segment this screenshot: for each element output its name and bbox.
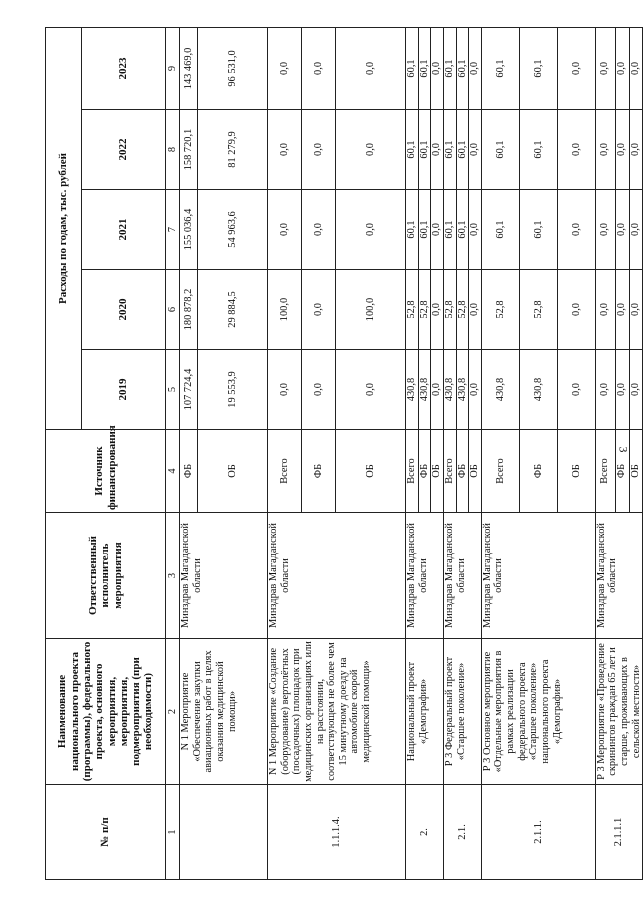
amount-cell: 0,0 <box>336 190 406 270</box>
funding-source: ФБ <box>519 430 557 513</box>
column-index: 3 <box>166 513 180 639</box>
amount-cell: 0,0 <box>615 270 629 350</box>
funding-source: ФБ <box>418 430 431 513</box>
amount-cell: 0,0 <box>615 110 629 190</box>
amount-cell: 0,0 <box>629 270 643 350</box>
column-index: 5 <box>166 350 180 430</box>
funding-source: ФБ <box>615 430 629 513</box>
column-index: 6 <box>166 270 180 350</box>
amount-cell: 60,1 <box>406 110 419 190</box>
amount-cell: 107 724,4 <box>180 350 198 430</box>
row-responsible: Минздрав Магаданской области <box>180 513 268 639</box>
amount-cell: 0,0 <box>302 190 336 270</box>
funding-source: Всего <box>595 430 615 513</box>
row-name: Р 3 Федеральный проект «Старшее поколение» <box>443 639 481 785</box>
amount-cell: 81 279,9 <box>198 110 268 190</box>
header-year: 2023 <box>82 27 166 109</box>
column-index: 2 <box>166 639 180 785</box>
amount-cell: 0,0 <box>615 350 629 430</box>
amount-cell: 0,0 <box>615 190 629 270</box>
amount-cell: 60,1 <box>443 110 456 190</box>
header-year: 2020 <box>82 270 166 350</box>
amount-cell: 60,1 <box>519 110 557 190</box>
amount-cell: 60,1 <box>406 190 419 270</box>
amount-cell: 60,1 <box>456 190 469 270</box>
amount-cell: 0,0 <box>629 110 643 190</box>
funding-source: ФБ <box>456 430 469 513</box>
amount-cell: 0,0 <box>469 190 482 270</box>
row-number: 2.1.1. <box>481 785 595 880</box>
amount-cell: 96 531,0 <box>198 27 268 109</box>
amount-cell: 430,8 <box>519 350 557 430</box>
amount-cell: 52,8 <box>443 270 456 350</box>
table-row <box>406 27 419 879</box>
amount-cell: 430,8 <box>418 350 431 430</box>
header-num: № п/п <box>46 785 166 880</box>
amount-cell: 0,0 <box>557 27 595 109</box>
amount-cell: 60,1 <box>456 27 469 109</box>
amount-cell: 0,0 <box>615 27 629 109</box>
column-index: 4 <box>166 430 180 513</box>
amount-cell: 60,1 <box>418 110 431 190</box>
funding-source: ОБ <box>629 430 643 513</box>
funding-source: ОБ <box>557 430 595 513</box>
row-number: 2.1. <box>443 785 481 880</box>
header-year: 2021 <box>82 190 166 270</box>
amount-cell: 0,0 <box>302 110 336 190</box>
table-row <box>481 27 519 879</box>
amount-cell: 0,0 <box>629 27 643 109</box>
amount-cell: 430,8 <box>456 350 469 430</box>
page-number: 3 <box>616 446 631 453</box>
amount-cell: 60,1 <box>443 27 456 109</box>
amount-cell: 158 720,1 <box>180 110 198 190</box>
funding-source: Всего <box>443 430 456 513</box>
amount-cell: 0,0 <box>431 110 444 190</box>
amount-cell: 0,0 <box>302 270 336 350</box>
amount-cell: 0,0 <box>595 110 615 190</box>
amount-cell: 100,0 <box>336 270 406 350</box>
amount-cell: 52,8 <box>519 270 557 350</box>
amount-cell: 0,0 <box>629 190 643 270</box>
header-name: Наименование национального проекта (программы), федерального проекта, основного мероприятия, мероприятия, подмероприятия (при необходимости) <box>46 639 166 785</box>
amount-cell: 100,0 <box>268 270 302 350</box>
funding-source: ОБ <box>336 430 406 513</box>
row-number: 2.1.1.1 <box>595 785 643 880</box>
amount-cell: 0,0 <box>268 110 302 190</box>
amount-cell: 0,0 <box>431 190 444 270</box>
amount-cell: 430,8 <box>443 350 456 430</box>
column-index: 9 <box>166 27 180 109</box>
row-responsible: Минздрав Магаданской области <box>406 513 444 639</box>
amount-cell: 0,0 <box>302 350 336 430</box>
amount-cell: 430,8 <box>406 350 419 430</box>
amount-cell: 0,0 <box>469 27 482 109</box>
amount-cell: 0,0 <box>336 110 406 190</box>
header-responsible: Ответственный исполнитель мероприятия <box>46 513 166 639</box>
table-row <box>180 27 198 879</box>
amount-cell: 155 036,4 <box>180 190 198 270</box>
budget-table-area <box>45 28 642 880</box>
header-year: 2022 <box>82 110 166 190</box>
table-row <box>268 27 302 879</box>
amount-cell: 52,8 <box>456 270 469 350</box>
funding-source: Всего <box>268 430 302 513</box>
amount-cell: 0,0 <box>469 110 482 190</box>
amount-cell: 0,0 <box>268 27 302 109</box>
header-years-group: Расходы по годам, тыс. рублей <box>46 27 82 429</box>
funding-source: ФБ <box>302 430 336 513</box>
amount-cell: 0,0 <box>336 27 406 109</box>
amount-cell: 0,0 <box>302 27 336 109</box>
row-responsible: Минздрав Магаданской области <box>595 513 643 639</box>
amount-cell: 0,0 <box>557 350 595 430</box>
amount-cell: 180 878,2 <box>180 270 198 350</box>
amount-cell: 0,0 <box>557 190 595 270</box>
row-number <box>180 785 268 880</box>
amount-cell: 29 884,5 <box>198 270 268 350</box>
row-name: N 1 Мероприятие «Создание (оборудование) вертолётных (посадочных) площадок при медицинских организациях или на расстоянии, соответствующем не более чем 15 минутному доезду на автомобиле скорой медицинской помощи» <box>268 639 406 785</box>
amount-cell: 60,1 <box>481 190 519 270</box>
amount-cell: 0,0 <box>431 350 444 430</box>
amount-cell: 60,1 <box>418 190 431 270</box>
amount-cell: 60,1 <box>418 27 431 109</box>
amount-cell: 0,0 <box>469 350 482 430</box>
amount-cell: 0,0 <box>431 27 444 109</box>
row-responsible: Минздрав Магаданской области <box>481 513 595 639</box>
amount-cell: 0,0 <box>431 270 444 350</box>
amount-cell: 0,0 <box>595 350 615 430</box>
amount-cell: 0,0 <box>336 350 406 430</box>
amount-cell: 52,8 <box>418 270 431 350</box>
table-row <box>595 27 615 879</box>
funding-source: ФБ <box>180 430 198 513</box>
row-name: Р 3 Основное мероприятие «Отдельные мероприятия в рамках реализации федерального проекта «Старшее поколение» национального проекта «Демография» <box>481 639 595 785</box>
funding-source: ОБ <box>431 430 444 513</box>
amount-cell: 0,0 <box>595 190 615 270</box>
amount-cell: 430,8 <box>481 350 519 430</box>
funding-source: ОБ <box>198 430 268 513</box>
amount-cell: 60,1 <box>481 110 519 190</box>
column-index: 7 <box>166 190 180 270</box>
amount-cell: 54 963,6 <box>198 190 268 270</box>
amount-cell: 0,0 <box>595 270 615 350</box>
table-row <box>443 27 456 879</box>
amount-cell: 0,0 <box>268 350 302 430</box>
amount-cell: 60,1 <box>406 27 419 109</box>
header-year: 2019 <box>82 350 166 430</box>
budget-table <box>45 27 643 880</box>
amount-cell: 60,1 <box>443 190 456 270</box>
amount-cell: 0,0 <box>557 110 595 190</box>
amount-cell: 60,1 <box>519 27 557 109</box>
amount-cell: 52,8 <box>406 270 419 350</box>
row-responsible: Минздрав Магаданской области <box>443 513 481 639</box>
column-index: 8 <box>166 110 180 190</box>
amount-cell: 52,8 <box>481 270 519 350</box>
amount-cell: 19 553,9 <box>198 350 268 430</box>
column-index: 1 <box>166 785 180 880</box>
amount-cell: 0,0 <box>557 270 595 350</box>
funding-source: Всего <box>481 430 519 513</box>
row-number: 2. <box>406 785 444 880</box>
amount-cell: 60,1 <box>456 110 469 190</box>
amount-cell: 0,0 <box>469 270 482 350</box>
amount-cell: 60,1 <box>519 190 557 270</box>
amount-cell: 143 469,0 <box>180 27 198 109</box>
funding-source: Всего <box>406 430 419 513</box>
row-name: Национальный проект «Демография» <box>406 639 444 785</box>
funding-source: ОБ <box>469 430 482 513</box>
row-responsible: Минздрав Магаданской области <box>268 513 406 639</box>
row-name: N 1 Мероприятие «Обеспечение закупки авиационных работ в целях оказания медицинской помощи» <box>180 639 268 785</box>
row-number: 1.1.1.4. <box>268 785 406 880</box>
amount-cell: 0,0 <box>595 27 615 109</box>
header-source: Источник финансирования <box>46 430 166 513</box>
amount-cell: 0,0 <box>629 350 643 430</box>
amount-cell: 0,0 <box>268 190 302 270</box>
row-name: Р 3 Мероприятие «Проведение скринингов граждан 65 лет и старше, проживающих в сельской местности» <box>595 639 643 785</box>
amount-cell: 60,1 <box>481 27 519 109</box>
